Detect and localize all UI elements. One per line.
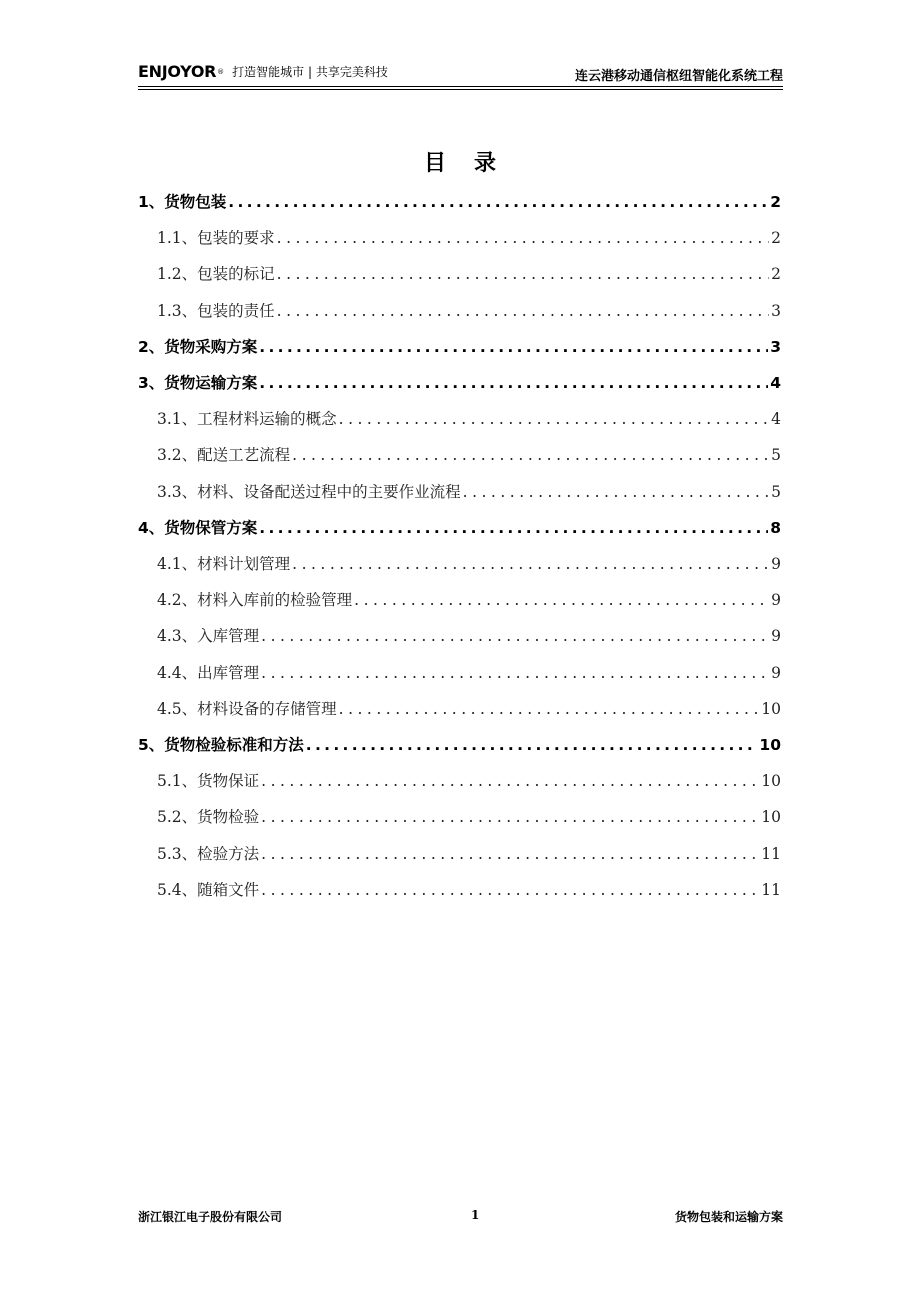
toc-entry-section[interactable] xyxy=(157,661,781,691)
toc-entry-label: 3.1、工程材料运输的概念 xyxy=(157,410,337,429)
toc-entry-section[interactable] xyxy=(157,262,781,292)
toc-entry-page: 9 xyxy=(771,555,781,573)
toc-leader-dots xyxy=(261,772,759,790)
footer-company: 浙江银江电子股份有限公司 xyxy=(138,1210,283,1224)
toc-entry-chapter[interactable] xyxy=(138,371,781,401)
toc-entry-section[interactable] xyxy=(157,842,781,872)
registered-mark: ® xyxy=(217,67,225,76)
toc-entry-label: 1.1、包装的要求 xyxy=(157,229,275,248)
toc-leader-dots xyxy=(228,193,768,211)
toc-entry-page: 2 xyxy=(771,229,781,248)
brand xyxy=(138,62,388,81)
toc-leader-dots xyxy=(261,664,769,682)
toc-leader-dots xyxy=(306,736,758,754)
toc-leader-dots xyxy=(292,555,769,573)
toc-title: 目录 xyxy=(423,151,524,176)
toc-entry-label: 3.2、配送工艺流程 xyxy=(157,446,291,465)
toc-leader-dots xyxy=(277,229,769,247)
header-rule-thin xyxy=(138,89,783,90)
toc-entry-page: 5 xyxy=(771,446,781,465)
page-header xyxy=(138,62,783,86)
header-rule xyxy=(138,86,783,87)
page-footer xyxy=(138,1208,783,1228)
toc-entry-label: 1.3、包装的责任 xyxy=(157,301,275,320)
toc-entry-page: 8 xyxy=(770,518,781,537)
toc-entry-section[interactable] xyxy=(157,299,781,329)
toc-entry-page: 2 xyxy=(771,265,781,284)
footer-doc-title: 货物包装和运输方案 xyxy=(674,1210,783,1224)
toc-entry-label: 4.3、入库管理 xyxy=(157,627,260,646)
toc-entry-page: 4 xyxy=(771,410,781,429)
toc-entry-label: 4.2、材料入库前的检验管理 xyxy=(157,591,353,610)
toc-leader-dots xyxy=(354,591,769,609)
toc-entry-page: 9 xyxy=(771,627,781,646)
toc-entry-section[interactable] xyxy=(157,552,781,582)
toc-entry-page: 5 xyxy=(771,482,781,501)
toc-entry-page: 4 xyxy=(770,374,781,392)
toc-entry-label: 5.3、检验方法 xyxy=(157,844,260,863)
toc-entry-section[interactable] xyxy=(157,878,781,908)
toc-entry-label: 4.4、出库管理 xyxy=(157,663,260,682)
toc-entry-section[interactable] xyxy=(157,588,781,618)
toc-leader-dots xyxy=(339,410,769,428)
toc-leader-dots xyxy=(261,808,759,826)
footer-page-number: 1 xyxy=(471,1208,480,1222)
toc-leader-dots xyxy=(261,627,769,645)
toc-entry-label: 3.3、材料、设备配送过程中的主要作业流程 xyxy=(157,482,461,501)
toc-entry-section[interactable] xyxy=(157,226,781,256)
toc-entry-label: 5.4、随箱文件 xyxy=(157,880,260,899)
toc-entry-chapter[interactable] xyxy=(138,190,781,220)
toc-entry-label: 5.2、货物检验 xyxy=(157,808,260,827)
toc-leader-dots xyxy=(277,302,769,320)
toc-leader-dots xyxy=(292,446,769,464)
toc-leader-dots xyxy=(261,881,759,899)
toc-leader-dots xyxy=(277,265,769,283)
toc-entry-page: 9 xyxy=(771,663,781,682)
toc-entry-section[interactable] xyxy=(157,697,781,727)
enjoyor-logo: ENJOYOR xyxy=(138,62,217,81)
project-name: 连云港移动通信枢纽智能化系统工程 xyxy=(574,69,783,84)
toc-entry-label: 4.1、材料计划管理 xyxy=(157,555,291,573)
toc-entry-chapter[interactable] xyxy=(138,335,781,365)
toc-entry-page: 11 xyxy=(761,880,781,899)
toc-entry-section[interactable] xyxy=(157,769,781,799)
toc-entry-page: 10 xyxy=(759,736,781,754)
toc-entry-label: 4、货物保管方案 xyxy=(138,518,258,537)
toc-leader-dots xyxy=(463,483,769,501)
toc-entry-label: 1、货物包装 xyxy=(138,193,227,211)
toc-entry-chapter[interactable] xyxy=(138,733,781,763)
toc-entry-label: 5、货物检验标准和方法 xyxy=(138,736,304,754)
toc-entry-page: 10 xyxy=(761,808,781,827)
toc-entry-page: 3 xyxy=(771,301,781,320)
toc-leader-dots xyxy=(259,374,768,392)
toc-entry-label: 4.5、材料设备的存储管理 xyxy=(157,699,337,718)
toc-entry-page: 3 xyxy=(770,337,781,356)
slogan: 打造智能城市 | 共享完美科技 xyxy=(232,65,388,79)
toc-entry-label: 3、货物运输方案 xyxy=(138,374,258,392)
toc-entry-page: 9 xyxy=(771,591,781,610)
toc-leader-dots xyxy=(261,845,759,863)
toc-entry-chapter[interactable] xyxy=(138,516,781,546)
toc-entry-page: 2 xyxy=(770,193,781,211)
toc-leader-dots xyxy=(259,338,768,356)
toc-entry-section[interactable] xyxy=(157,480,781,510)
toc-entry-label: 5.1、货物保证 xyxy=(157,772,260,791)
toc-entry-label: 1.2、包装的标记 xyxy=(157,265,275,284)
toc-entry-section[interactable] xyxy=(157,624,781,654)
toc-leader-dots xyxy=(259,519,768,537)
toc-entry-page: 11 xyxy=(761,844,781,863)
toc-leader-dots xyxy=(339,700,760,718)
toc-entry-section[interactable] xyxy=(157,443,781,473)
toc-entry-section[interactable] xyxy=(157,805,781,835)
toc-entry-section[interactable] xyxy=(157,407,781,437)
toc-entry-label: 2、货物采购方案 xyxy=(138,337,258,356)
toc-entry-page: 10 xyxy=(761,699,781,718)
toc-entry-page: 10 xyxy=(761,772,781,791)
